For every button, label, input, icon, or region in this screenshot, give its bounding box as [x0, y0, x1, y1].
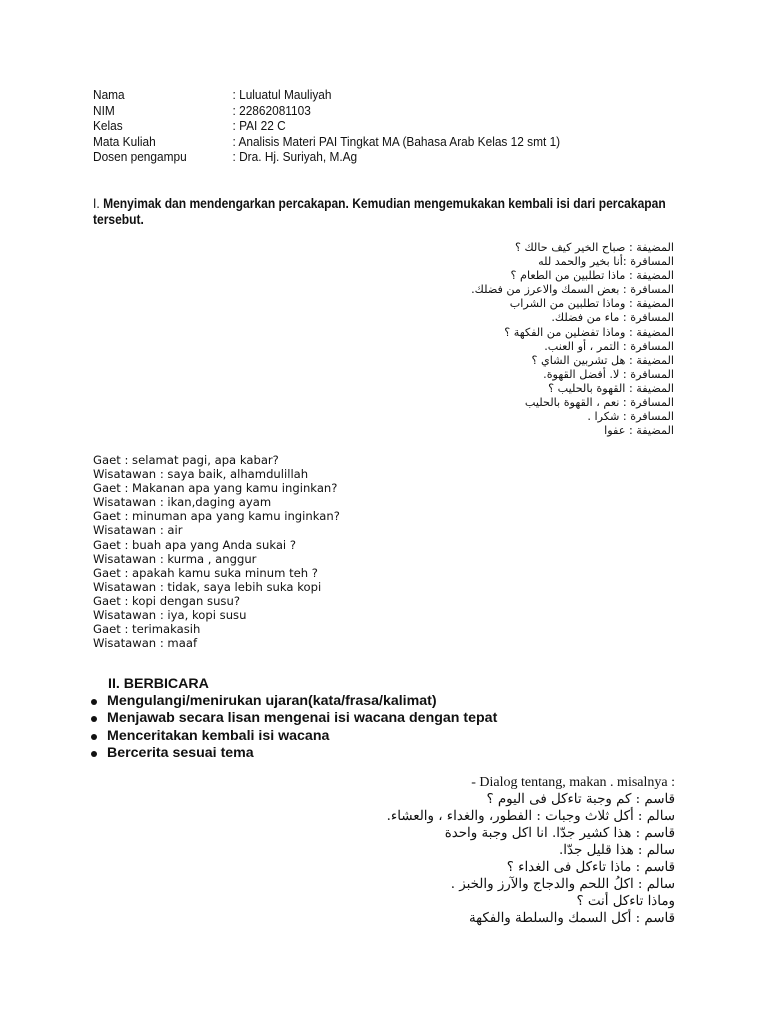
info-row-course — [93, 134, 651, 150]
dialog-line: قاسم : كم وجبة تاءكل فى اليوم ؟ — [486, 792, 675, 807]
dialog-line: المضيفة : عفوا — [604, 424, 674, 438]
translation-line: Wisatawan : air — [93, 523, 183, 538]
dialog-line: قاسم : أكل السمك والسلطة والفكهة — [468, 911, 675, 926]
indonesian-translation — [93, 453, 493, 650]
student-info — [93, 87, 651, 165]
bullet-icon — [91, 699, 97, 705]
translation-line: Gaet : apakah kamu suka minum teh ? — [93, 565, 318, 580]
dialog-line: المسافرة : بعض السمك والاعرز من فضلك. — [471, 283, 674, 297]
translation-line: Gaet : buah apa yang Anda sukai ? — [93, 537, 296, 552]
info-row-nim — [93, 103, 651, 119]
info-row-class — [93, 118, 651, 134]
info-row-name — [93, 87, 651, 103]
info-value: : PAI 22 C — [232, 118, 286, 134]
dialog-line: المسافرة : ماء من فضلك. — [551, 311, 674, 325]
info-value: : Dra. Hj. Suriyah, M.Ag — [232, 149, 358, 165]
speaking-bullet-list — [91, 693, 497, 763]
info-row-lecturer — [93, 149, 651, 165]
translation-line: Wisatawan : tidak, saya lebih suka kopi — [93, 579, 322, 594]
info-label: NIM — [93, 102, 115, 118]
info-label: Nama — [93, 87, 125, 102]
translation-line: Gaet : Makanan apa yang kamu inginkan? — [93, 481, 338, 496]
bullet-icon — [91, 751, 97, 757]
info-label: Kelas — [93, 118, 123, 134]
dialog-line: المسافرة : التمر ، أو العنب. — [544, 339, 674, 353]
dialog-line: وماذا تاءكل أنت ؟ — [576, 894, 675, 909]
dialog-line: المضيفة : وماذا تطلبين من الشراب — [509, 297, 674, 311]
section-instruction: Menyimak dan mendengarkan percakapan. Kemudian mengemukakan kembali isi dari percakapan tersebut. — [93, 196, 666, 227]
dialog-line: قاسم : ماذا تاءكل فى الغداء ؟ — [506, 860, 675, 875]
list-item — [91, 728, 497, 745]
bullet-text: Bercerita sesuai tema — [107, 745, 254, 762]
translation-line: Wisatawan : kurma , anggur — [93, 551, 257, 566]
info-label: Mata Kuliah — [93, 133, 156, 149]
translation-line: Gaet : terimakasih — [93, 622, 201, 637]
dialog-line: المضيفة : هل تشربين الشاي ؟ — [531, 353, 674, 367]
dialog-line: المسافرة : نعم ، القهوة بالحليب — [524, 396, 674, 410]
arabic-dialog-1 — [254, 241, 674, 438]
translation-line: Gaet : kopi dengan susu? — [93, 593, 240, 608]
translation-line: Gaet : minuman apa yang kamu inginkan? — [93, 509, 340, 524]
dialog-line: المسافرة :أنا بخير والحمد لله — [538, 255, 674, 269]
translation-line: Wisatawan : maaf — [93, 636, 198, 651]
section-number: I. — [93, 196, 100, 211]
dialog-line: المسافرة : لا. أفضل القهوة. — [543, 367, 674, 381]
dialog-line: المضيفة : وماذا تفضلين من الفكهة ؟ — [504, 325, 674, 339]
dialog-line: سالم : هذا قليل جدّا. — [559, 843, 675, 858]
bullet-icon — [91, 734, 97, 740]
translation-line: Gaet : selamat pagi, apa kabar? — [93, 453, 279, 467]
bullet-text: Menjawab secara lisan mengenai isi wacana dengan tepat — [107, 710, 498, 727]
dialog-line: المضيفة : القهوة بالحليب ؟ — [548, 381, 674, 395]
dialog-line: المضيفة : صباح الخير كيف حالك ؟ — [514, 241, 674, 254]
dialog-line: المضيفة : ماذا تطلبين من الطعام ؟ — [510, 269, 674, 283]
dialog-line: سالم : أكل ثلاث وجبات : الفطور، والغداء ، والعشاء. — [386, 809, 675, 824]
arabic-dialog-2 — [175, 774, 675, 927]
dialog-line: قاسم : هذا كشير جدّا. انا اكل وجبة واحدة — [444, 826, 675, 841]
info-value: : 22862081103 — [232, 102, 311, 118]
section-2-title: II. BERBICARA — [108, 676, 209, 692]
translation-line: Wisatawan : ikan,daging ayam — [93, 495, 272, 510]
bullet-icon — [91, 716, 97, 722]
dialog-line: المسافرة : شكرا . — [587, 410, 674, 424]
bullet-text: Mengulangi/menirukan ujaran(kata/frasa/kalimat) — [107, 693, 437, 709]
dialog-lead: - Dialog tentang, makan . misalnya : — [471, 775, 675, 790]
dialog-line: سالم : اكلُ اللحم والدجاج والآرز والخبز . — [450, 877, 675, 892]
translation-line: Wisatawan : iya, kopi susu — [93, 608, 247, 623]
info-label: Dosen pengampu — [93, 149, 187, 165]
list-item — [91, 710, 497, 727]
translation-line: Wisatawan : saya baik, alhamdulillah — [93, 467, 309, 482]
section-1-instruction — [93, 196, 705, 228]
info-value: : Luluatul Mauliyah — [232, 87, 332, 102]
list-item — [91, 745, 497, 762]
bullet-text: Menceritakan kembali isi wacana — [107, 727, 330, 744]
info-value: : Analisis Materi PAI Tingkat MA (Bahasa Arab Kelas 12 smt 1) — [232, 133, 561, 149]
list-item — [91, 693, 497, 710]
